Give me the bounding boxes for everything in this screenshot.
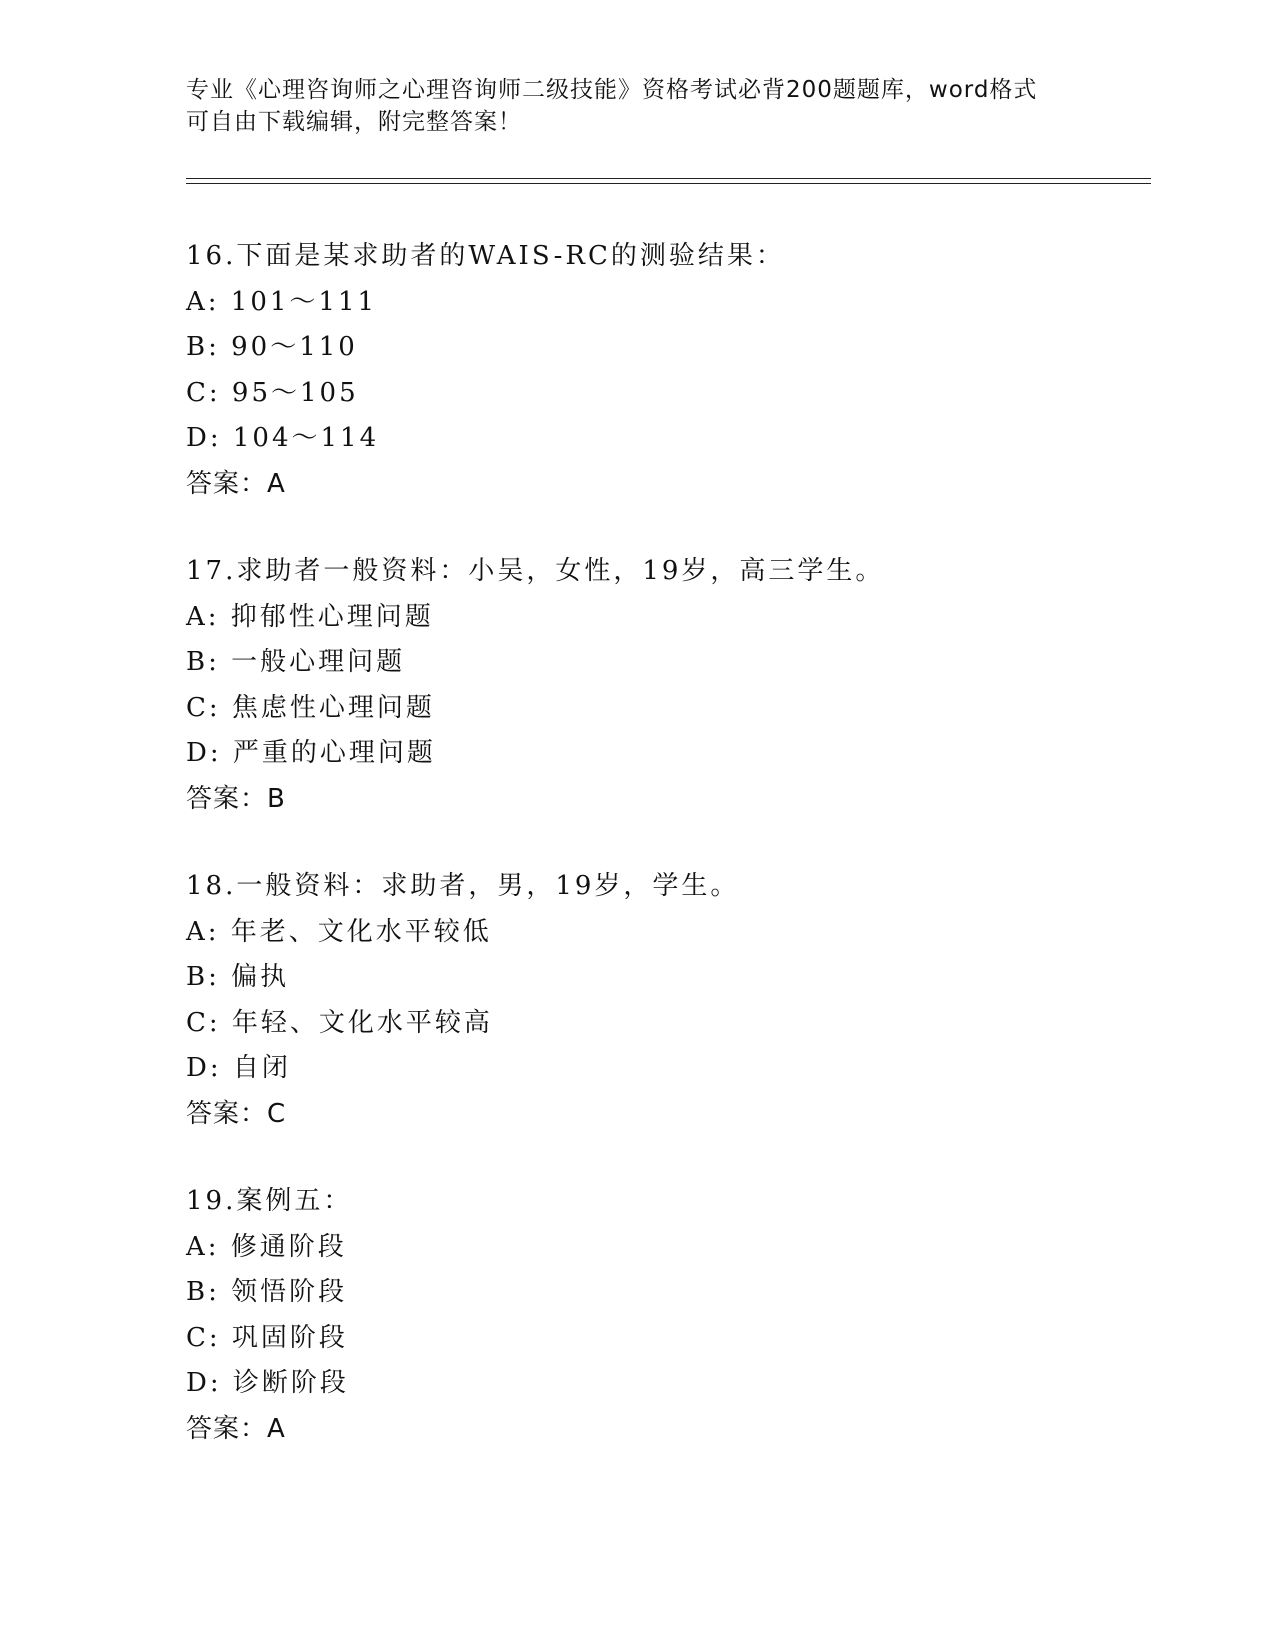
option-b: B: 一般心理问题	[186, 647, 406, 677]
option-d: D: 104～114	[186, 423, 380, 453]
option-c: C: 焦虑性心理问题	[186, 692, 435, 723]
document-header	[186, 74, 1086, 138]
option-a: A: 修通阶段	[186, 1231, 347, 1262]
question-stem: 18.一般资料：求助者，男，19岁，学生。	[186, 871, 740, 901]
question-list	[186, 234, 1146, 1494]
option-d: D: 严重的心理问题	[186, 738, 436, 768]
option-b: B: 偏执	[186, 962, 290, 992]
question-stem: 17.求助者一般资料：小吴，女性，19岁，高三学生。	[186, 556, 885, 586]
answer-label: 答案：A	[186, 1413, 286, 1444]
option-a: A: 101～111	[186, 286, 378, 317]
question-17	[186, 549, 1146, 822]
option-b: B: 90～110	[186, 332, 358, 362]
answer-label: 答案：B	[186, 783, 286, 814]
question-19	[186, 1179, 1146, 1452]
question-stem: 19.案例五：	[186, 1186, 353, 1216]
option-b: B: 领悟阶段	[186, 1277, 348, 1307]
option-d: D: 诊断阶段	[186, 1368, 349, 1398]
question-stem: 16.下面是某求助者的WAIS-RC的测验结果：	[186, 241, 785, 271]
option-c: C: 95～105	[186, 377, 359, 408]
answer-label: 答案：C	[186, 1098, 287, 1129]
option-d: D: 自闭	[186, 1053, 291, 1083]
header-line-2: 可自由下载编辑，附完整答案！	[186, 109, 522, 135]
question-18	[186, 864, 1146, 1137]
header-line-1: 专业《心理咨询师之心理咨询师二级技能》资格考试必背200题题库，word格式	[186, 77, 1038, 103]
question-16	[186, 234, 1146, 507]
header-divider	[186, 178, 1151, 184]
answer-label: 答案：A	[186, 468, 286, 499]
option-a: A: 抑郁性心理问题	[186, 601, 434, 632]
option-c: C: 巩固阶段	[186, 1322, 348, 1353]
option-c: C: 年轻、文化水平较高	[186, 1007, 493, 1038]
option-a: A: 年老、文化水平较低	[186, 916, 492, 947]
